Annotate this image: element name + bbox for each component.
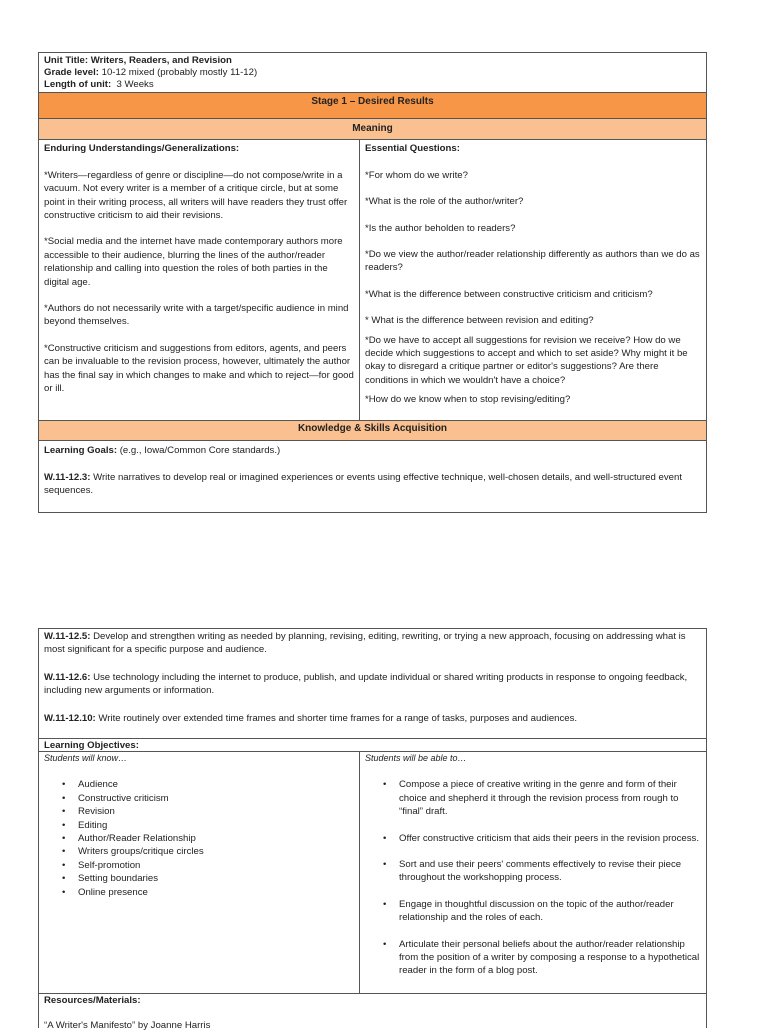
standard-text: Use technology including the internet to produce, publish, and update individual or shared writing products in response to ongoing feedback, including new arguments or information. xyxy=(44,671,688,697)
understanding-item: *Authors do not necessarily write with a target/specific audience in mind beyond themselves. xyxy=(44,303,349,328)
standard-code: W.11-12.6: xyxy=(44,671,91,683)
know-column xyxy=(39,752,360,993)
resources-section xyxy=(39,994,706,1032)
length-value: 3 Weeks xyxy=(116,79,154,91)
question-item: *Is the author beholden to readers? xyxy=(365,222,516,234)
unit-plan-table-page2 xyxy=(38,628,707,1031)
standard-code: W.11-12.3: xyxy=(44,471,91,483)
learning-goals xyxy=(39,441,706,512)
standard-code: W.11-12.5: xyxy=(44,631,91,642)
standard-text: Write routinely over extended time frames and shorter time frames for a range of tasks, purposes and audiences. xyxy=(98,712,578,724)
standards-list xyxy=(39,629,706,739)
able-label: Students will be able to… xyxy=(365,753,467,763)
list-item: • Writers groups/critique circles xyxy=(78,845,354,858)
know-label: Students will know… xyxy=(44,753,128,763)
learning-goals-note: (e.g., Iowa/Common Core standards.) xyxy=(119,445,281,457)
able-column xyxy=(360,752,706,993)
understanding-item: *Writers—regardless of genre or discipline—do not compose/write in a vacuum. Not every writer is a member of a critique circle, but at some point in their writing process, all writers will have readers they trust offer constructive criticism to aid their revisions. xyxy=(44,169,348,222)
unit-title-value: Writers, Readers, and Revision xyxy=(90,55,232,66)
resource-item: “A Writer's Manifesto” by Joanne Harris xyxy=(44,1020,211,1031)
standard-code: W.11-12.10: xyxy=(44,712,96,724)
unit-plan-table-page1 xyxy=(38,52,707,513)
grade-level-label: Grade level: xyxy=(44,67,99,79)
question-item: *What is the difference between constructive criticism and criticism? xyxy=(365,288,653,300)
objectives-heading: Learning Objectives: xyxy=(44,740,139,751)
objectives-section xyxy=(39,752,706,994)
questions-column xyxy=(360,140,706,420)
meaning-section xyxy=(39,140,706,421)
list-item: • Constructive criticism xyxy=(78,792,354,805)
objectives-heading-row xyxy=(39,739,706,752)
unit-title-label: Unit Title: xyxy=(44,55,89,66)
question-item: *How do we know when to stop revising/editing? xyxy=(365,394,571,406)
understanding-item: *Constructive criticism and suggestions from editors, agents, and peers can be invaluable to the revision process, however, ultimately the author has the final say in which changes to make and which to reject—for good or ill. xyxy=(44,342,354,395)
question-item: *Do we view the author/reader relationship differently as authors than we do as readers? xyxy=(365,249,700,274)
length-label: Length of unit: xyxy=(44,79,112,91)
unit-header xyxy=(39,53,706,93)
list-item: • Setting boundaries xyxy=(78,872,354,885)
list-item: • Editing xyxy=(78,819,354,832)
list-item: • Audience xyxy=(78,778,354,791)
understanding-item: *Social media and the internet have made contemporary authors more accessible to their audience, blurring the lines of the author/reader relationship and calling into question the roles of both parties in the digital age. xyxy=(44,236,343,288)
questions-heading: Essential Questions: xyxy=(365,143,460,155)
question-item: *Do we have to accept all suggestions for revision we receive? How do we decide which suggestions to accept and which to set aside? Why might it be okay to disregard a critique partner or editor's suggestions? Are there conditions in which we wouldn't have a choice? xyxy=(365,334,688,386)
list-item: • Author/Reader Relationship xyxy=(78,832,354,845)
list-item: • Engage in thoughtful discussion on the topic of the author/reader relationship and the roles of each. xyxy=(399,898,701,925)
meaning-heading: Meaning xyxy=(39,119,706,140)
list-item: • Self-promotion xyxy=(78,859,354,872)
question-item: *For whom do we write? xyxy=(365,169,468,181)
list-item: • Articulate their personal beliefs about the author/reader relationship from the position of a writer by composing a response to a hypothetical reader in the form of a blog post. xyxy=(399,938,701,978)
able-list xyxy=(365,778,701,977)
list-item: • Online presence xyxy=(78,886,354,899)
understandings-column xyxy=(39,140,360,420)
understandings-heading: Enduring Understandings/Generalizations: xyxy=(44,143,240,155)
stage1-heading: Stage 1 – Desired Results xyxy=(39,93,706,119)
list-item: • Sort and use their peers' comments effectively to revise their piece throughout the workshopping process. xyxy=(399,858,701,885)
list-item: • Offer constructive criticism that aids their peers in the revision process. xyxy=(399,832,701,845)
learning-goals-label: Learning Goals: xyxy=(44,445,118,457)
question-item: *What is the role of the author/writer? xyxy=(365,196,524,208)
standard-text: Write narratives to develop real or imagined experiences or events using effective technique, well-chosen details, and well-structured event sequences. xyxy=(44,471,682,497)
resources-heading: Resources/Materials: xyxy=(44,995,141,1006)
list-item: • Compose a piece of creative writing in the genre and form of their choice and shepherd it through the revision process from rough to “final” draft. xyxy=(399,778,701,818)
know-list xyxy=(44,778,354,899)
list-item: • Revision xyxy=(78,805,354,818)
question-item: * What is the difference between revision and editing? xyxy=(365,315,594,327)
knowledge-heading: Knowledge & Skills Acquisition xyxy=(39,421,706,441)
standard-text: Develop and strengthen writing as needed by planning, revising, editing, rewriting, or trying a new approach, focusing on addressing what is most significant for a specific purpose and audience. xyxy=(44,631,686,656)
grade-level-value: 10-12 mixed (probably mostly 11-12) xyxy=(101,67,258,79)
